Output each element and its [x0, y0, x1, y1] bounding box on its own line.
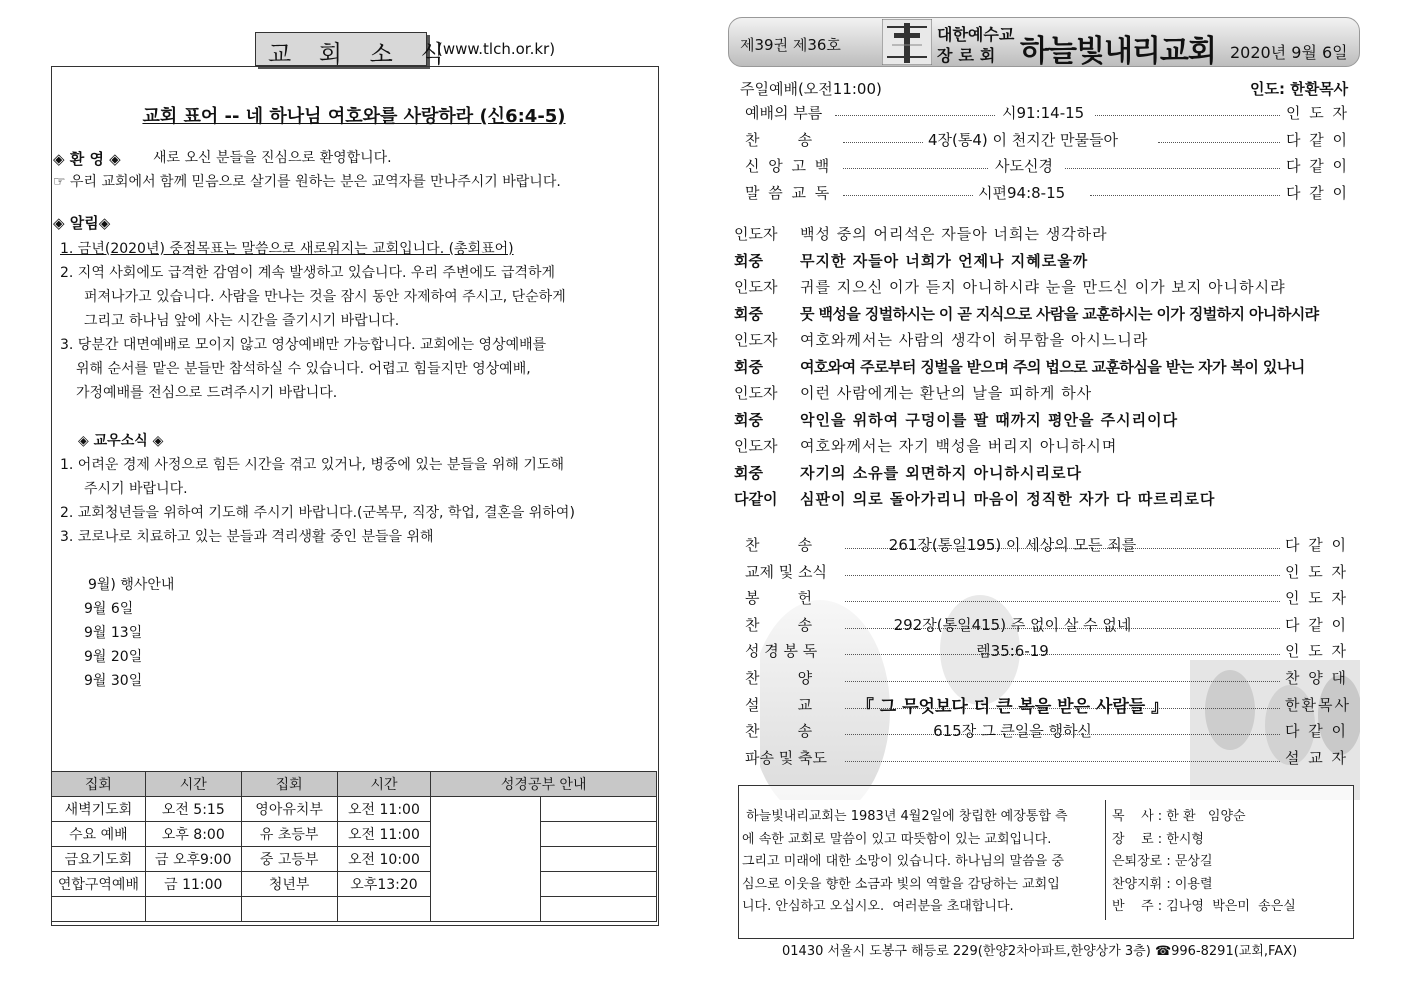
order-content: 615장 그 큰일을 행하신: [933, 722, 1092, 741]
event-item: 9월 20일: [84, 649, 143, 665]
church-address: 01430 서울시 도봉구 해등로 229(한양2차아파트,한양상가 3층) ☎996-8291(교회,FAX): [782, 944, 1298, 959]
order-content: 261장(통일195) 이 세상의 모든 죄를: [888, 536, 1137, 554]
table-cell: 오전 5:15: [145, 797, 241, 822]
table-row: [52, 897, 657, 922]
reader-label: 인도자: [734, 384, 778, 402]
cross-logo-icon: [882, 19, 932, 65]
reading-line: [734, 354, 1359, 381]
table-cell: [541, 797, 657, 822]
responsive-reading: [734, 221, 1359, 513]
reading-text: 심판이 의로 돌아가리니 마음이 정직한 자가 다 따르리로다: [800, 490, 1216, 508]
member-item: 1. 어려운 경제 사정으로 힘든 시간을 겪고 있거나, 병중에 있는 분들을 위해 기도해: [60, 457, 564, 473]
website-url[interactable]: (www.tlch.or.kr): [437, 40, 556, 58]
worship-leader: 인도: 한환목사: [1250, 80, 1349, 98]
notice-item: 3. 당분간 대면예배로 모이지 않고 영상예배만 가능합니다. 교회에는 영상예배를: [60, 337, 547, 353]
welcome-heading: ◈ 환 영 ◈: [53, 150, 121, 168]
order-by: 인 도 자: [1285, 562, 1349, 581]
order-by: 설 교 자: [1285, 748, 1349, 767]
order-by: 찬 양 대: [1285, 668, 1349, 687]
order-by: 인 도 자: [1285, 642, 1349, 661]
reading-text: 여호와께서는 자기 백성을 버리지 아니하시며: [800, 437, 1118, 455]
table-cell: 영아유치부: [241, 797, 337, 822]
table-cell: [541, 822, 657, 847]
event-item: 9월 6일: [84, 601, 134, 617]
table-cell: [52, 897, 146, 922]
staff-line: 목 사 : 한 환 임양순: [1112, 809, 1246, 824]
table-cell: 오후 8:00: [145, 822, 241, 847]
reading-text: 귀를 지으신 이가 듣지 아니하시랴 눈을 만드신 이가 보지 아니하시랴: [800, 278, 1286, 296]
order-item: 찬 송: [745, 615, 813, 634]
reader-label: 회중: [734, 251, 763, 270]
table-row: [52, 847, 657, 872]
info-line: 에 속한 교회로 말씀이 있고 따뜻함이 있는 교회입니다.: [742, 831, 1052, 847]
page-title: 교 회 소 식: [268, 40, 454, 68]
reading-text: 무지한 자들아 너희가 언제나 지혜로울까: [800, 251, 1089, 270]
table-cell: 금 11:00: [145, 872, 241, 897]
service-title: 주일예배(오전11:00): [740, 80, 882, 98]
order-item: 말 씀 교 독: [745, 184, 832, 202]
divider: [1105, 800, 1106, 920]
order-row: [745, 557, 1355, 584]
table-row: [52, 797, 657, 822]
reading-text: 자기의 소유를 외면하지 아니하시리로다: [800, 463, 1082, 482]
notice-item: 위해 순서를 맡은 분들만 참석하실 수 있습니다. 어렵고 힘들지만 영상예배,: [76, 361, 531, 377]
reading-line: [734, 407, 1359, 434]
order-item: 교제 및 소식: [745, 562, 827, 581]
order-item: 예배의 부름: [745, 104, 823, 122]
member-item: 주시기 바랍니다.: [84, 481, 188, 497]
table-cell: 오전 11:00: [337, 797, 431, 822]
event-item: 9월 30일: [84, 673, 143, 689]
events-heading: 9월) 행사안내: [88, 577, 175, 593]
member-item: 3. 코로나로 치료하고 있는 분들과 격리생활 중인 분들을 위해: [60, 529, 434, 545]
notice-item: 1. 금년(2020년) 중점목표는 말씀으로 새로워지는 교회입니다. (총회표어): [60, 241, 514, 257]
order-row: [745, 716, 1355, 743]
notice-item: 퍼져나가고 있습니다. 사람을 만나는 것을 잠시 동안 자제하여 주시고, 단순하게: [84, 289, 566, 305]
table-row: [52, 822, 657, 847]
table-cell: 금 오후9:00: [145, 847, 241, 872]
order-row: [745, 743, 1355, 770]
table-cell: [541, 897, 657, 922]
table-cell: 중 고등부: [241, 847, 337, 872]
order-content: 292장(통일415) 주 없이 살 수 없네: [893, 615, 1132, 634]
order-item: 찬 양: [745, 668, 813, 687]
order-content: 『 그 무엇보다 더 큰 복을 받은 사람들 』: [856, 696, 1169, 717]
reader-label: 인도자: [734, 278, 778, 296]
order-by: 한환목사: [1285, 695, 1351, 714]
reading-line: [734, 433, 1359, 460]
table-header: 집회: [241, 772, 337, 797]
reading-text: 이런 사람에게는 환난의 날을 피하게 하사: [800, 384, 1093, 402]
notice-item: 2. 지역 사회에도 급격한 감염이 계속 발생하고 있습니다. 우리 주변에도 급격하게: [60, 265, 556, 281]
info-line: 니다. 안심하고 오십시오. 여러분을 초대합니다.: [742, 899, 1014, 914]
table-header: 집회: [52, 772, 146, 797]
table-cell: 오전 10:00: [337, 847, 431, 872]
order-item: 봉 헌: [745, 589, 813, 608]
member-item: 2. 교회청년들을 위하여 기도해 주시기 바랍니다.(군복무, 직장, 학업, 결혼을 위하여): [60, 505, 575, 521]
table-cell: 금요기도회: [52, 847, 146, 872]
reader-label: 회중: [734, 463, 763, 482]
staff-line: 은퇴장로 : 문상길: [1112, 854, 1213, 869]
table-header: 성경공부 안내: [431, 772, 657, 797]
reading-text: 악인을 위하여 구덩이를 팔 때까지 평안을 주시리이다: [800, 410, 1179, 429]
reading-text: 여호와여 주로부터 징벌을 받으며 주의 법으로 교훈하심을 받는 자가 복이 있나니: [800, 357, 1305, 376]
notice-item: 그리고 하나님 앞에 사는 시간을 즐기시기 바랍니다.: [84, 313, 400, 329]
order-item: 설 교: [745, 695, 813, 714]
order-item: 파송 및 축도: [745, 748, 827, 767]
denomination-line2: 장로회: [937, 46, 1002, 65]
reading-line: [734, 221, 1359, 248]
order-content: 4장(통4) 이 천지간 만물들아: [928, 131, 1118, 149]
reader-label: 회중: [734, 357, 763, 376]
staff-line: 찬양지휘 : 이용렬: [1112, 876, 1213, 892]
reading-line: [734, 460, 1359, 487]
issue-date: 2020년 9월 6일: [1230, 43, 1348, 62]
table-cell: 청년부: [241, 872, 337, 897]
reading-line: [734, 327, 1359, 354]
reader-label: 회중: [734, 410, 763, 429]
table-header: 시간: [337, 772, 431, 797]
order-row: [745, 690, 1355, 717]
reader-label: 인도자: [734, 331, 778, 349]
notice-heading: ◈ 알림◈: [53, 214, 111, 232]
member-news-heading: ◈ 교우소식 ◈: [78, 433, 164, 449]
info-line: 그리고 미래에 대한 소망이 있습니다. 하나님의 말씀을 중: [742, 854, 1064, 869]
church-name: 하늘빛내리교회: [1020, 34, 1216, 69]
info-line: 심으로 이웃을 향한 소금과 빛의 역할을 감당하는 교회입: [742, 876, 1060, 892]
order-row: [745, 663, 1355, 690]
reading-line: [734, 301, 1359, 328]
order-content: 시편94:8-15: [978, 184, 1066, 202]
order-row: [745, 583, 1355, 610]
reading-line: [734, 274, 1359, 301]
welcome-text: 새로 오신 분들을 진심으로 환영합니다.: [153, 150, 392, 166]
table-cell: [241, 897, 337, 922]
order-by: 인 도 자: [1285, 589, 1349, 608]
table-cell: [145, 897, 241, 922]
order-by: 다 같 이: [1285, 536, 1349, 554]
table-cell: 오전 11:00: [337, 822, 431, 847]
order-by: 다 같 이: [1286, 184, 1350, 202]
order-item: 찬 송: [745, 722, 813, 741]
table-header: 시간: [145, 772, 241, 797]
reading-text: 여호와께서는 사람의 생각이 허무함을 아시느니라: [800, 331, 1149, 349]
order-bottom-list: [745, 530, 1355, 769]
info-line: 하늘빛내리교회는 1983년 4월2일에 창립한 예장통합 측: [742, 809, 1068, 824]
reading-line: [734, 486, 1359, 513]
order-by: 다 같 이: [1286, 157, 1350, 175]
order-content: 시91:14-15: [1002, 104, 1085, 122]
table-cell: 유 초등부: [241, 822, 337, 847]
order-by: 다 같 이: [1285, 722, 1349, 741]
reading-line: [734, 248, 1359, 275]
reader-label: 회중: [734, 304, 763, 323]
table-cell: [431, 797, 541, 922]
order-item: 찬 송: [745, 131, 813, 149]
reader-label: 다같이: [734, 490, 778, 508]
church-info-text: [742, 806, 1102, 919]
table-cell: [541, 872, 657, 897]
staff-line: 장 로 : 한시형: [1112, 831, 1204, 847]
reading-text: 뭇 백성을 징벌하시는 이 곧 지식으로 사람을 교훈하시는 이가 징벌하지 아니하시랴: [800, 304, 1319, 323]
order-row: [745, 530, 1355, 557]
reader-label: 인도자: [734, 225, 778, 243]
order-content: 사도신경: [995, 157, 1053, 175]
table-cell: [541, 847, 657, 872]
welcome-line: ☞ 우리 교회에서 함께 믿음으로 살기를 원하는 분은 교역자를 만나주시기 바랍니다.: [53, 174, 561, 190]
table-cell: 연합구역예배: [52, 872, 146, 897]
denomination-line1: 대한예수교: [937, 25, 1015, 44]
table-cell: 오후13:20: [337, 872, 431, 897]
order-content: 렘35:6-19: [976, 642, 1049, 661]
reading-text: 백성 중의 어리석은 자들아 너희는 생각하라: [800, 225, 1108, 243]
order-by: 다 같 이: [1286, 131, 1350, 149]
order-item: 신 앙 고 백: [745, 157, 832, 175]
table-cell: 새벽기도회: [52, 797, 146, 822]
order-row: [745, 610, 1355, 637]
table-row: [52, 872, 657, 897]
reading-line: [734, 380, 1359, 407]
order-row: [745, 636, 1355, 663]
church-motto: 교회 표어 -- 네 하나님 여호와를 사랑하라 (신6:4-5): [142, 106, 566, 127]
order-by: 인 도 자: [1286, 104, 1350, 122]
notice-item: 가정예배를 전심으로 드려주시기 바랍니다.: [76, 385, 338, 401]
reader-label: 인도자: [734, 437, 778, 455]
staff-list: [1112, 806, 1296, 919]
table-cell: [337, 897, 431, 922]
staff-line: 반 주 : 김나영 박은미 송은실: [1112, 899, 1296, 914]
volume-number: 제39권 제36호: [740, 36, 841, 54]
table-cell: 수요 예배: [52, 822, 146, 847]
order-by: 다 같 이: [1285, 615, 1349, 634]
event-item: 9월 13일: [84, 625, 143, 641]
order-item: 성 경 봉 독: [745, 642, 818, 661]
schedule-table: [51, 771, 657, 922]
order-item: 찬 송: [745, 536, 813, 554]
table-header-row: [52, 772, 657, 797]
